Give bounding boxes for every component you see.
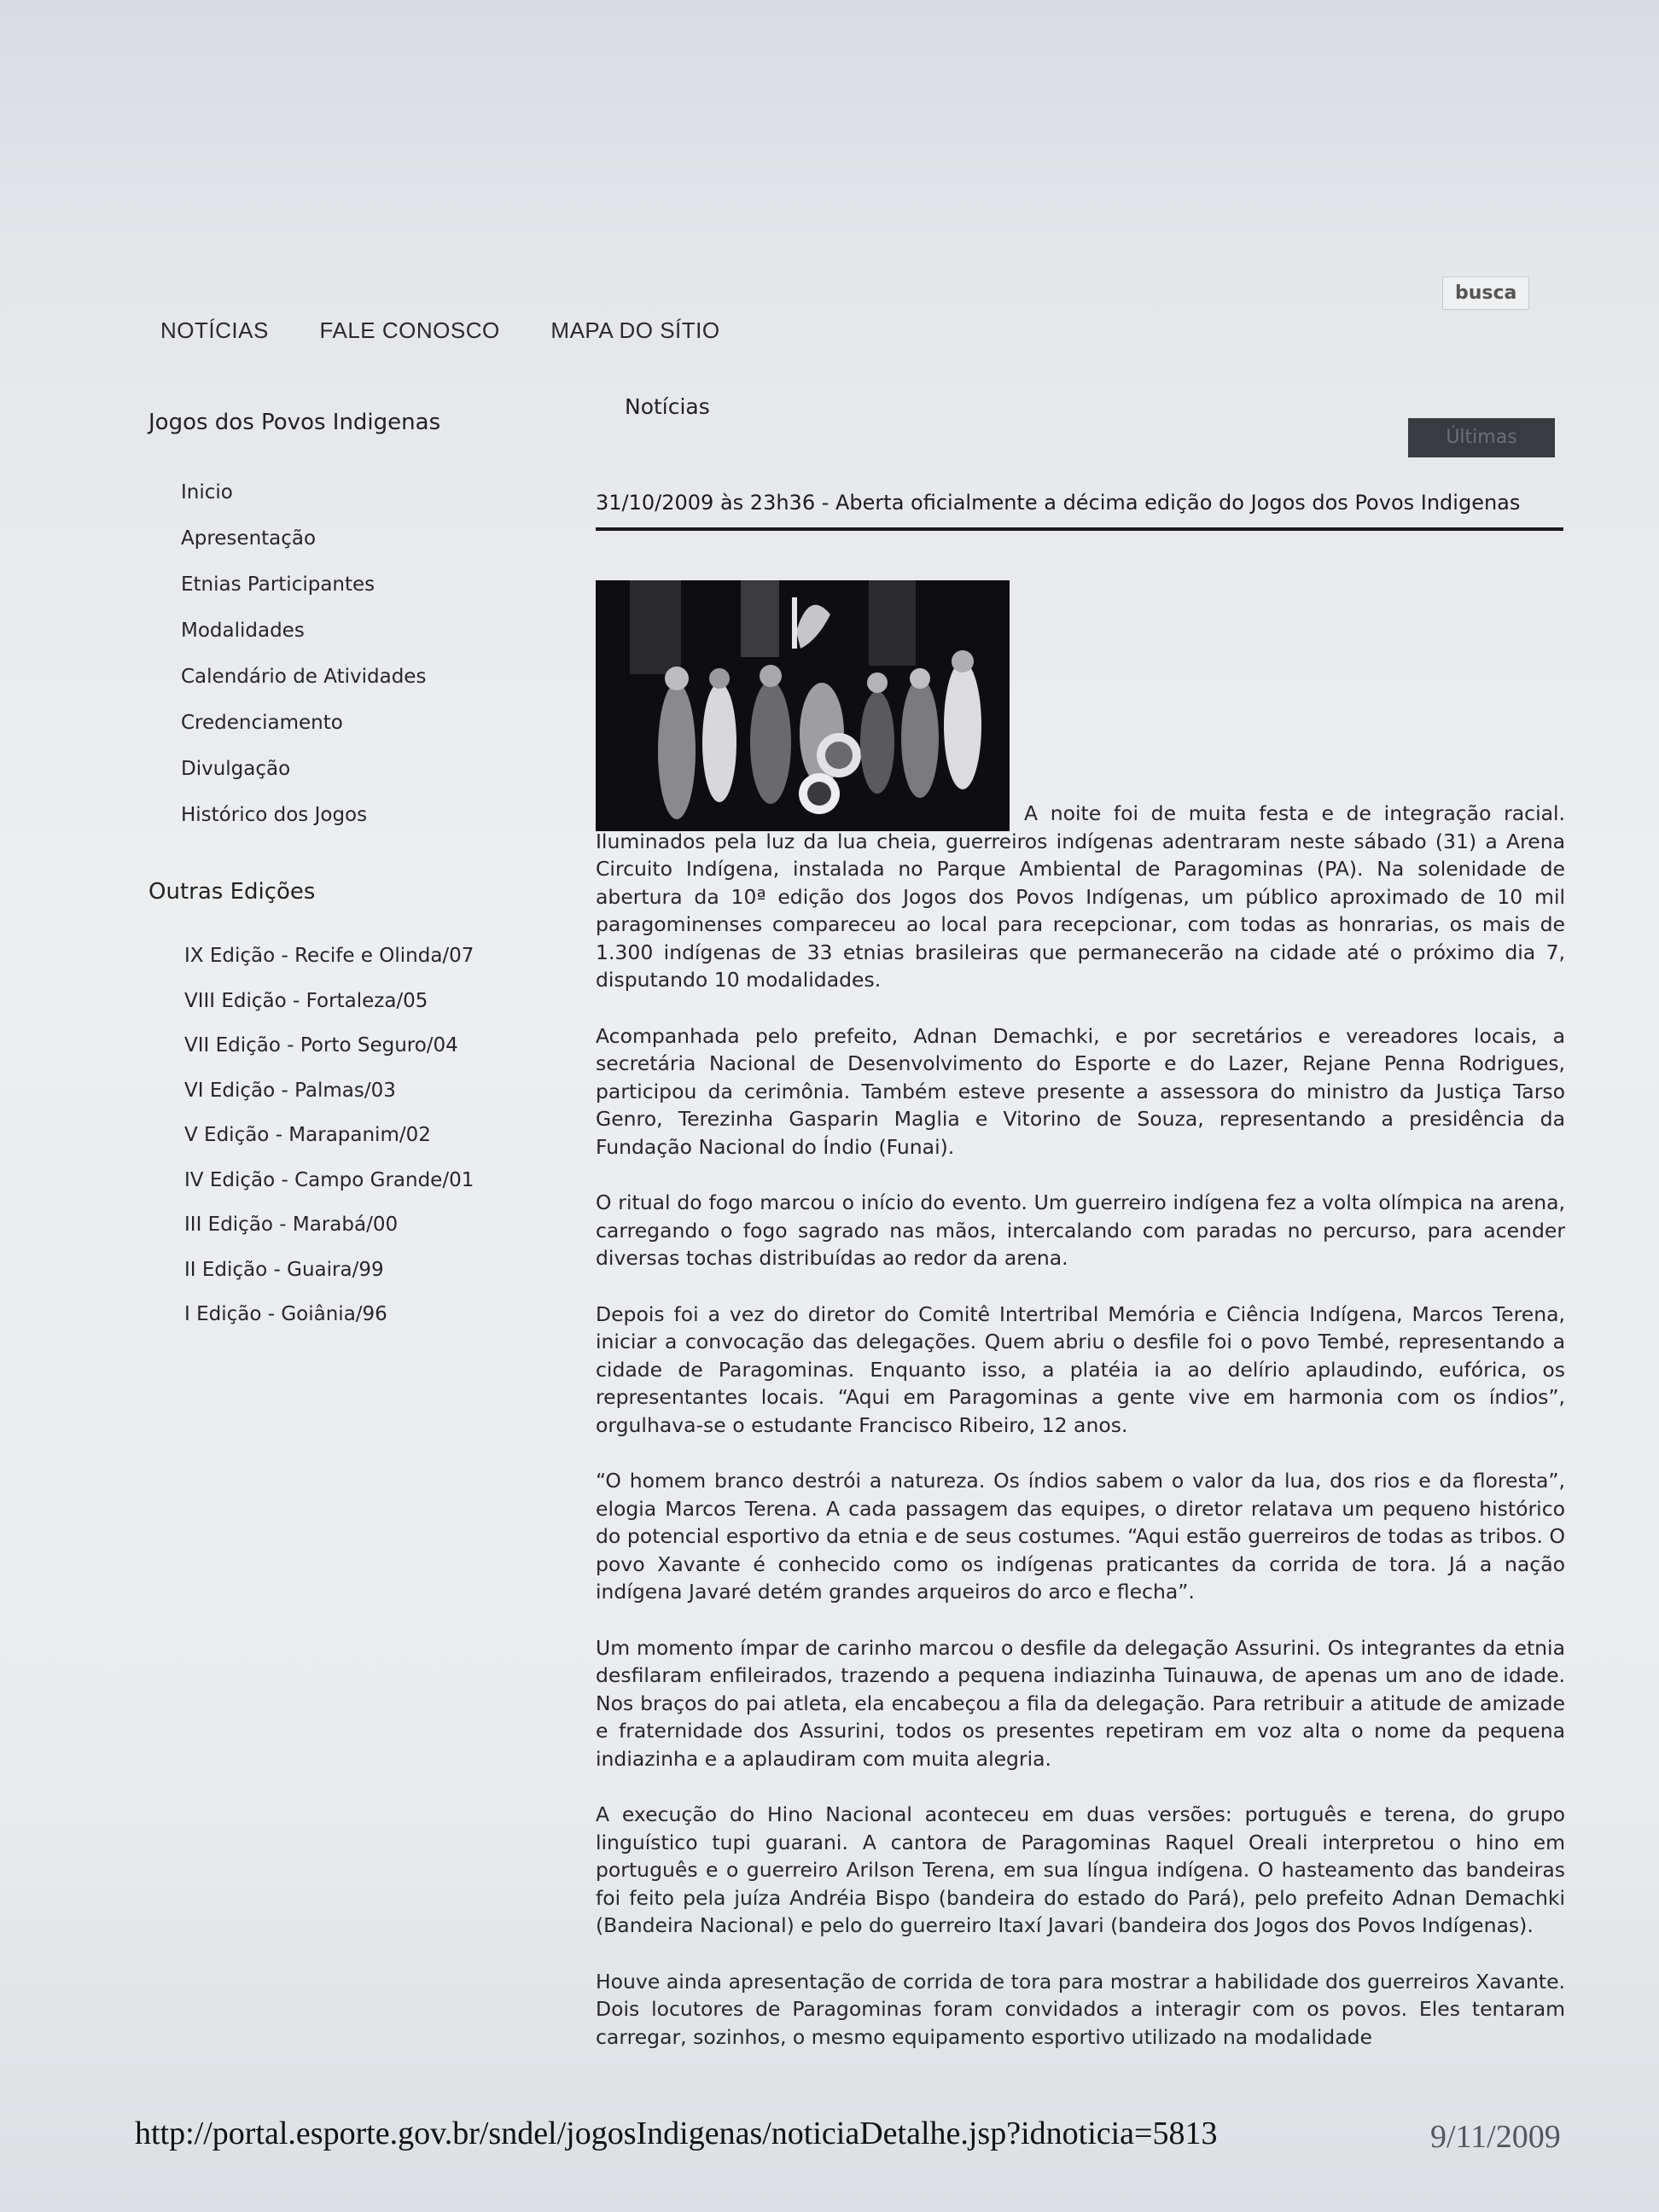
article-paragraph: “O homem branco destrói a natureza. Os índios sabem o valor da lua, dos rios e da floresta”, elogia Marcos Terena. A cada passagem das equipes, o diretor relatava um pequeno histórico do potencial esportivo da etnia e de seus costumes. “Aqui estão guerreiros de todas as tribos. O povo Xavante é conhecido como os indígenas praticantes da corrida de tora. Já a nação indígena Javaré detém grandes arqueiros do arco e flecha”. bbox=[596, 1469, 1565, 1604]
edition-link[interactable]: II Edição - Guaira/99 bbox=[184, 1258, 384, 1281]
article-paragraph: Acompanhada pelo prefeito, Adnan Demachki, e por secretários e vereadores locais, a secretária Nacional de Desenvolvimento do Esporte e do Lazer, Rejane Penna Rodrigues, participou da cerimônia. Também esteve presente a assessora do ministro da Justiça Tarso Genro, Terezinha Gasparin Maglia e Vitorino de Souza, representando a presidência da Fundação Nacional do Índio (Funai). bbox=[596, 1023, 1565, 1159]
sidebar-title: Jogos dos Povos Indigenas bbox=[148, 410, 441, 435]
sidebar-menu bbox=[181, 469, 575, 838]
edition-link[interactable]: III Edição - Marabá/00 bbox=[184, 1214, 399, 1236]
article-body bbox=[596, 800, 1565, 2079]
print-footer-date: 9/11/2009 bbox=[1430, 2119, 1561, 2155]
sidebar-item-inicio[interactable]: Inicio bbox=[181, 481, 233, 504]
edition-link[interactable]: I Edição - Goiânia/96 bbox=[184, 1303, 387, 1325]
sidebar-item-historico[interactable]: Histórico dos Jogos bbox=[181, 804, 368, 826]
editions-list bbox=[184, 934, 575, 1337]
article-paragraph: A execução do Hino Nacional aconteceu em duas versões: português e terena, do grupo linguístico tupi guarani. A cantora de Paragominas Raquel Oreali interpretou o hino em português e o guerreiro Arilson Terena, em sua língua indígena. O hasteamento das bandeiras foi feito pela juíza Andréia Bispo (bandeira do estado do Pará), pelo prefeito Adnan Demachki (Bandeira Nacional) e pelo do guerreiro Itaxí Javari (bandeira dos Jogos dos Povos Indígenas). bbox=[596, 1802, 1565, 1937]
ultimas-button[interactable]: Últimas bbox=[1408, 418, 1555, 457]
search-button[interactable]: busca bbox=[1442, 276, 1529, 310]
article-headline: 31/10/2009 às 23h36 - Aberta oficialmente a décima edição do Jogos dos Povos Indigenas bbox=[596, 491, 1521, 515]
edition-link[interactable]: VII Edição - Porto Seguro/04 bbox=[184, 1034, 458, 1057]
section-title: Notícias bbox=[625, 394, 710, 419]
nav-fale-conosco[interactable]: FALE CONOSCO bbox=[319, 317, 500, 343]
article-paragraph: A noite foi de muita festa e de integração racial. Iluminados pela luz da lua cheia, guerreiros indígenas adentraram neste sábado (31) a Arena Circuito Indígena, instalada no Parque Ambiental de Paragominas (PA). Na solenidade de abertura da 10ª edição dos Jogos dos Povos Indígenas, um público aproximado de 10 mil paragominenses compareceu ao local para recepcionar, com todas as honrarias, os mais de 1.300 indígenas de 33 etnias brasileiras que permanecerão na cidade até o próximo dia 7, disputando 10 modalidades. bbox=[596, 801, 1565, 992]
edition-link[interactable]: IX Edição - Recife e Olinda/07 bbox=[184, 945, 474, 967]
article-paragraph: Depois foi a vez do diretor do Comitê Intertribal Memória e Ciência Indígena, Marcos Terena, iniciar a convocação das delegações. Quem abriu o desfile foi o povo Tembé, representando a cidade de Paragominas. Enquanto isso, a platéia ia ao delírio aplaudindo, eufórica, os representantes locais. “Aqui em Paragominas a gente vive em harmonia com os índios”, orgulhava-se o estudante Francisco Ribeiro, 12 anos. bbox=[596, 1301, 1565, 1437]
sidebar-item-calendario[interactable]: Calendário de Atividades bbox=[181, 666, 427, 688]
sidebar-item-apresentacao[interactable]: Apresentação bbox=[181, 527, 317, 550]
edition-link[interactable]: VIII Edição - Fortaleza/05 bbox=[184, 989, 428, 1012]
edition-link[interactable]: VI Edição - Palmas/03 bbox=[184, 1079, 396, 1102]
sidebar-item-credenciamento[interactable]: Credenciamento bbox=[181, 712, 343, 734]
headline-divider bbox=[596, 527, 1563, 531]
article-photo bbox=[596, 580, 1010, 831]
sidebar bbox=[148, 410, 575, 1337]
other-editions-title: Outras Edições bbox=[148, 879, 316, 905]
edition-link[interactable]: IV Edição - Campo Grande/01 bbox=[184, 1168, 474, 1191]
sidebar-item-modalidades[interactable]: Modalidades bbox=[181, 620, 305, 642]
top-navigation bbox=[160, 317, 765, 344]
article-paragraph: Houve ainda apresentação de corrida de tora para mostrar a habilidade dos guerreiros Xavante. Dois locutores de Paragominas foram convidados a interagir com os povos. Eles tentaram carregar, sozinhos, o mesmo equipamento esportivo utilizado na modalidade bbox=[596, 1969, 1565, 2049]
edition-link[interactable]: V Edição - Marapanim/02 bbox=[184, 1124, 431, 1146]
print-footer-url: http://portal.esporte.gov.br/sndel/jogosIndigenas/noticiaDetalhe.jsp?idnoticia=5813 bbox=[135, 2116, 1218, 2151]
sidebar-item-divulgacao[interactable]: Divulgação bbox=[181, 758, 291, 780]
article-paragraph: Um momento ímpar de carinho marcou o desfile da delegação Assurini. Os integrantes da etnia desfilaram enfileirados, trazendo a pequena indiazinha Tuinauwa, de apenas um ano de idade. Nos braços do pai atleta, ela encabeçou a fila da delegação. Para retribuir a atitude de amizade e fraternidade dos Assurini, todos os presentes repetiram em voz alta o nome da pequena indiazinha e a aplaudiram com muita alegria. bbox=[596, 1635, 1565, 1771]
photo-image bbox=[596, 580, 1010, 831]
nav-noticias[interactable]: NOTÍCIAS bbox=[160, 317, 269, 343]
sidebar-item-etnias[interactable]: Etnias Participantes bbox=[181, 573, 375, 596]
nav-mapa-do-sitio[interactable]: MAPA DO SÍTIO bbox=[550, 317, 720, 343]
article-paragraph: O ritual do fogo marcou o início do evento. Um guerreiro indígena fez a volta olímpica na arena, carregando o fogo sagrado nas mãos, intercalando com paradas no percurso, para acender diversas tochas distribuídas ao redor da arena. bbox=[596, 1190, 1565, 1270]
